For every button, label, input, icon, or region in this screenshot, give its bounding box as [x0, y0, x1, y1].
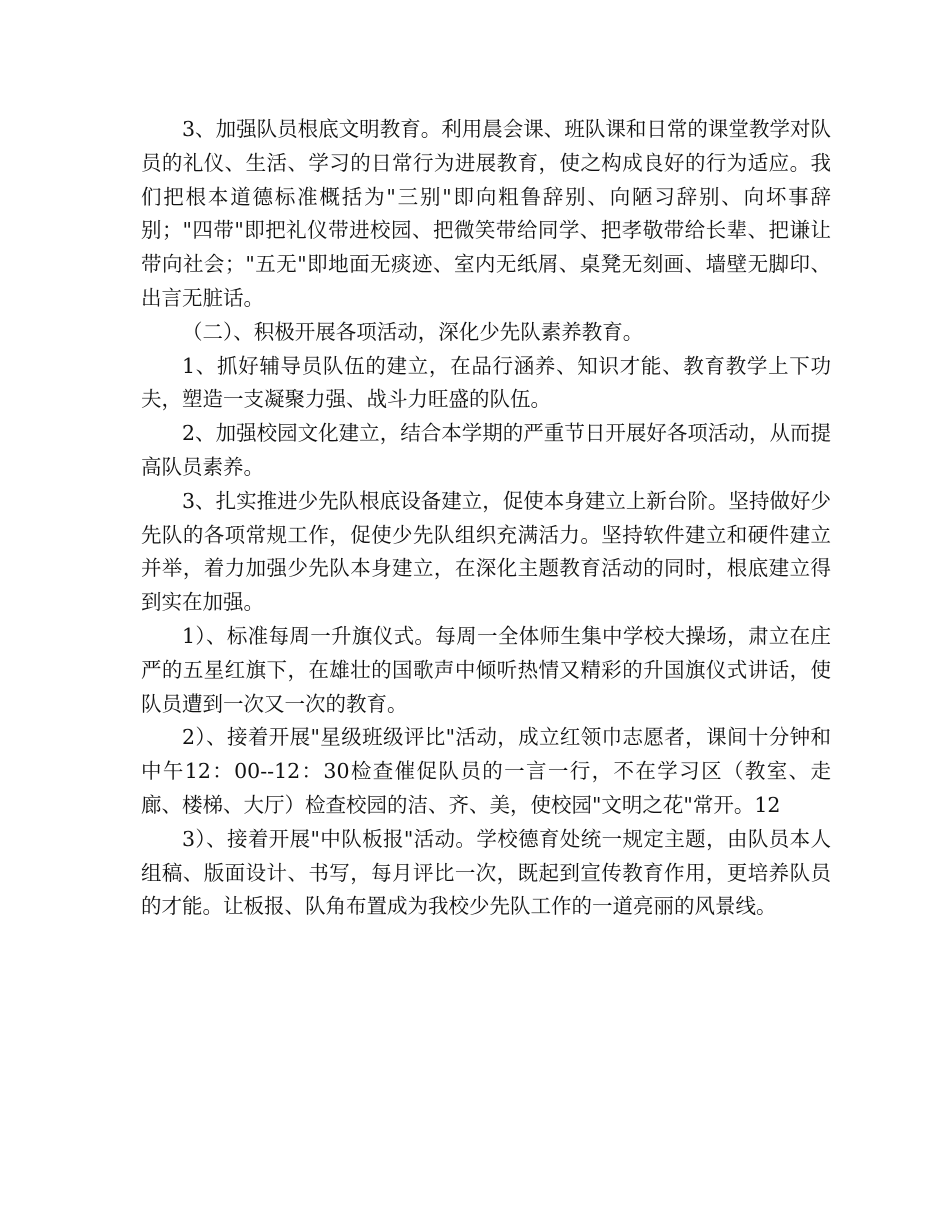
paragraph-campus-culture: 2、加强校园文化建立，结合本学期的严重节日开展好各项活动，从而提高队员素养。	[141, 421, 831, 479]
paragraph-civility-education: 3、加强队员根底文明教育。利用晨会课、班队课和日常的课堂教学对队员的礼仪、生活、学习的日常行为进展教育，使之构成良好的行为适应。我们把根本道德标准概括为"三别"即向粗鲁辞别、向陋习辞别、向坏事辞别；"四带"即把礼仪带进校园、把微笑带给同学、把孝敬带给长辈、把谦让带向社会；"五无"即地面无痰迹、室内无纸屑、桌凳无刻画、墙壁无脚印、出言无脏话。	[141, 117, 831, 310]
paragraph-star-class: 2）、接着开展"星级班级评比"活动，成立红领巾志愿者，课间十分钟和中午12：00--12：30检查催促队员的一言一行，不在学习区（教室、走廊、楼梯、大厅）检查校园的洁、齐、美，使校园"文明之花"常开。12	[141, 725, 831, 817]
paragraph-flag-ceremony: 1）、标准每周一升旗仪式。每周一全体师生集中学校大操场，肃立在庄严的五星红旗下，在雄壮的国歌声中倾听热情又精彩的升国旗仪式讲话，使队员遭到一次又一次的教育。	[141, 623, 831, 716]
document-body	[141, 113, 831, 924]
paragraph-blackboard: 3）、接着开展"中队板报"活动。学校德育处统一规定主题，由队员本人组稿、版面设计、书写，每月评比一次，既起到宣传教育作用，更培养队员的才能。让板报、队角布置成为我校少先队工作的一道亮丽的风景线。	[141, 826, 831, 919]
paragraph-counselor-team: 1、抓好辅导员队伍的建立，在品行涵养、知识才能、教育教学上下功夫，塑造一支凝聚力强、战斗力旺盛的队伍。	[141, 353, 831, 412]
paragraph-infrastructure: 3、扎实推进少先队根底设备建立，促使本身建立上新台阶。坚持做好少先队的各项常规工作，促使少先队组织充满活力。坚持软件建立和硬件建立并举，着力加强少先队本身建立，在深化主题教育活动的同时，根底建立得到实在加强。	[141, 488, 831, 615]
section-heading-activities: （二）、积极开展各项活动，深化少先队素养教育。	[182, 319, 644, 344]
